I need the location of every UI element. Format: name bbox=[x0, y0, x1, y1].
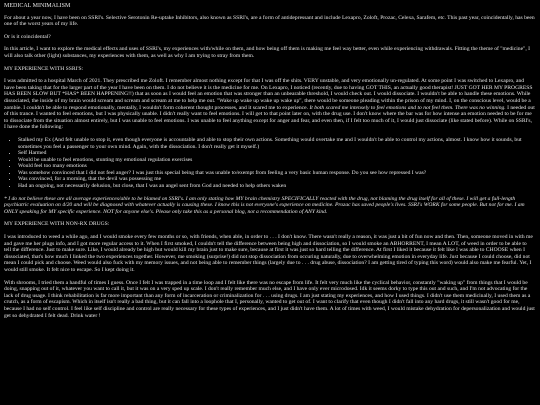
list-item: • Stalked my Ex (And felt unable to stop it, even though everyone is accountable and able to stop their own actions. Something would overtake me and I wouldn't be able to control my actions, almost. I know how it sounds, but sometimes you feel a passenger to your own mind. Again, with the dissociation. I don't really get it myself.) bbox=[18, 137, 535, 150]
ssri-body-paragraph bbox=[4, 78, 535, 131]
ssri-body-start: I was admitted to a hospital March of 2021. They prescribed me Zoloft. I remember almost nothing except for that I was off the shits. VERY unstable, and very emotionally un-regulated. At some point I was switched to Lexapro, and have been taking that for the larger part of the year I have been on them. I do not believe it is the medicine for me. On Lexapro, I noticed (recently, due to having GOT THIS, an actually good therapist! JUST GOT HER MY PROGRESS HAS BEEN SLOW BUT *HAS* BEEN HAPPENING!!) that as soon as I would feel an emotion that was stronger than an unbearable threshold, I would check out. I would dissociate. I wouldn't be able to handle these emotions. While dissociated, the inside of my brain would scream and scream and scream at me to help me out. "Wake up wake up wake up wake up", there would be someone pleading within the prison of my mind. I, on the conscious level, would be a zombie. I couldn't be able to respond emotionally, mentally, I wouldn't form coherent thought processes, and it scared me to experience. bbox=[4, 78, 533, 111]
intro-paragraph-3: In this article, I want to explore the medical effects and uses of SSRI's, my experiences with/while on them, and how being off them is making me feel way better, even while experiencing withdrawals. Fitting the theme of "medicine", I will also talk other (light) substances, my experiences with them, as well as why I am trying to stray from them. bbox=[4, 46, 530, 59]
intro-paragraph-2: Or is it coincidental? bbox=[4, 33, 51, 40]
ssri-section-heading: MY EXPERIENCE WITH SSRI'S: bbox=[4, 65, 84, 72]
list-item: • Would feel too many emotions bbox=[18, 163, 535, 170]
ssri-body-end: I needed out of this trance. I wanted to feel emotions, but I was physically unable. I didn't really want to feel emotions. I will get to that point later on, with the drug use. I don't know where the bar was for how intense an emotion needed to be for me to dissociate from the situation almost entirely, but I was unable to feel emotions. I was unable to feel anything except for anger and fear, and even then, if I felt too much of it, I would just dissociate (like stated before). While on SSRI's, I have done the following: bbox=[4, 104, 535, 131]
list-item: • Was convinced, for a morning, that the devil was possessing me bbox=[18, 176, 535, 183]
drugs-section-heading: MY EXPERIENCE WITH NON-RX DRUGS: bbox=[4, 221, 110, 228]
page-title: MEDICAL MINIMALISM bbox=[4, 3, 71, 9]
ssri-experience-list bbox=[4, 137, 535, 190]
drugs-paragraph-2: With shrooms, I tried them a handful of times I guess. Once I felt I was trapped in a time loop and I felt like there was no escape from life. It felt very much like the cyclical behavior, constantly "waking up" from things that I would be doing, snapping out of it, whatever you want to call it, but it was on a very sped up scale. I don't really remember much else, and I have only ever microdosed. Idk it seems dorky to type this out and such, and I'm not advocating for the lack of drug usage. I think rehabilitation is far more important than any form of incarceration or criminalization for . . . using drugs. I am just stating my experiences, and how I used things. I didn't use them medicinally, I used them as a crutch, as a form of escapism. Which in itself isn't really a bad thing, but it can fall into a loophole that I, personally, wanted to get out of. I want to clarify that even though I didn't fall into any hard drugs, it still wasn't good for me, because I had no self control. I feel like self discipline and control are really necessary for these types of experiences, and I just didn't have them. A lot of times with weed, I would mistake dehydration for depersonalization and would just get so dehydrated I felt dead. Drink water ! bbox=[4, 279, 535, 319]
list-item: • Self Harmed bbox=[18, 150, 535, 157]
intro-paragraph-1: For about a year now, I have been on SSRI's. Selective Serotonin Re-uptake Inhibitors, also known as SSRI's, are a form of antidepressant and include Lexapro, Zoloft, Prozac, Celexa, Sarafem, etc. This past year, coincidentally, has been one of the worst years of my life. bbox=[4, 14, 535, 28]
document-page bbox=[4, 3, 535, 325]
list-item: • Was somehow convinced that I did not feel anger? I was just this special being that was unable to/exempt from feeling a very basic human response. Do you see how repressed I was? bbox=[18, 170, 535, 177]
list-item: • Had an ongoing, not necessarily delusion, but close, that I was an angel sent from God and needed to help others waken bbox=[18, 183, 535, 190]
disclaimer-note: * I do not believe these are all average experiences/able to be blamed on SSRI's. I am only stating how MY brain chemistry SPECIFICALLY reacted with the drug, not blaming the drug itself for all of these. I will get a full-length psychiatric evaluation on 4/20 and will be diagnosed with whatever actually is causing these. I know this is not everyone's experience on medicine. Prozac has saved people's lives. SSRI's WORK for some people. But not for me. I am ONLY speaking for MY specific experience. NOT for anyone else's. Please only take this as a personal blog, not a recommendation of ANY kind. bbox=[4, 195, 525, 215]
ssri-body-italic: It both scared me intensely to feel emotions and to not feel them. There was no winning. bbox=[309, 104, 506, 111]
drugs-paragraph-1: I was introduced to weed a while ago, and I would smoke every few months or so, with friends, when able, in order to . . . I don't know. There wasn't really a reason, it was just a bit of fun now and then. Then, someone moved in with me and gave me her plugs info, and I got more regular access to it. When I first smoked, I couldn't tell the difference between being high and dissociation, so I would smoke an ABHORRENT, I mean A LOT, of weed in order to be able to tell the difference. Just to make sure. Like, I would already be high but would kill my brain just to make sure, because at first it was just so hard telling the difference. At first I liked it because it felt like I was able to CHOOSE when I dissociated, that's how much I linked the two experiences together. However, me smoking (surprise!) did not stop dissociation from occuring naturally, due to overwhelming emotion in everyday life. Just because I could choose, did not mean I could pick and choose. Weed would also fuck with my memory issues, and not being able to remember things (largely due to . . . drug abuse, dissociation? I am getting tired of typing this word) would also make me fearful. Yet, I would still smoke. It felt nice to escape. So I kept doing it. bbox=[4, 234, 533, 273]
list-item: • Would be unable to feel emotions, stunting my emotional regulation exercises bbox=[18, 157, 535, 164]
